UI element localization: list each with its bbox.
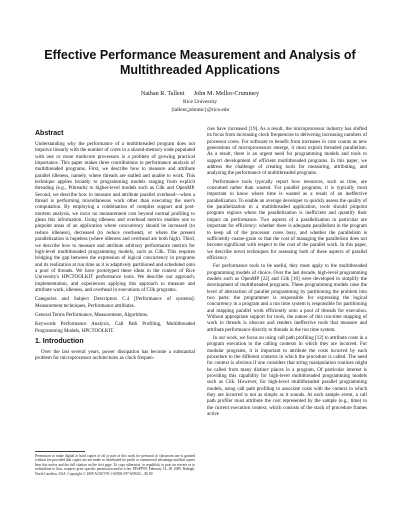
title-line-2: Multithreaded Applications xyxy=(120,63,280,77)
right-column xyxy=(207,126,367,419)
abstract-text: Understanding why the performance of a multithreaded program does not improve linearly with the number of cores in a shared-memory node populated with one or more multicore processors is a problem of growing practical importance. This paper makes three contributions to performance analysis of multithreaded programs. First, we describe how to measure and attribute parallel idleness, namely, where threads are stalled and unable to work. This technique applies broadly to programming models ranging from explicit threading (e.g., Pthreads) to higher-level models such as Cilk and OpenMP. Second, we describe how to measure and attribute parallel overhead—when a thread is performing miscellaneous work other than executing the user's computation. By employing a combination of compiler support and post-mortem analysis, we incur no measurement cost beyond normal profiling to glean this information. Using idleness and overhead metrics enables one to pinpoint areas of an application where concurrency should be increased (to reduce idleness), decreased (to reduce overhead), or where the present parallelization is hopeless (where idleness and overhead are both high). Third, we describe how to measure and attribute arbitrary performance metrics for high-level multithreaded programming models, such as Cilk. This requires bridging the gap between the expression of logical concurrency in programs and its realization at run time as it is adaptively partitioned and scheduled onto a pool of threads. We have prototyped these ideas in the context of Rice University's HPCTOOLKIT performance tools. We describe our approach, implementation, and experiences applying this approach to measure and attribute work, idleness, and overhead in executions of Cilk programs. xyxy=(35,141,195,293)
right-paragraph-1: cies have increased [19]. As a result, the microprocessor industry has shifted its focus from increasing clock frequencies to delivering increasing numbers of processor cores. For software to benefit from increases in core counts as new generations of microprocessors emerge, it must exploit threaded parallelism. As a result, there is an urgent need for programming models and tools to support development of efficient multithreaded programs. In this paper, we address the challenge of creating tools for measuring, attributing, and analyzing the performance of multithreaded programs. xyxy=(207,126,367,177)
abstract-heading: Abstract xyxy=(35,130,64,137)
copyright-footnote: Permission to make digital or hard copies of all or part of this work for personal or classroom use is granted without fee provided that copies are not made or distributed for profit or commercial advantage and that copies bear this notice and the full citation on the first page. To copy otherwise, to republish, to post on servers or to redistribute to lists, requires prior specific permission and/or a fee. PPoPP'09, February 14–18, 2009, Raleigh, North Carolina, USA. Copyright © 2009 ACM 978-1-60558-397-6/09/02... $5.00 xyxy=(35,454,195,476)
right-paragraph-2: Performance tools typically report how resources, such as time, are consumed rather than wasted. For parallel programs, it is typically most important to know where time is wasted as a result of an ineffective parallelization. To enable an average developer to quickly assess the quality of the parallelization in a multithreaded application, tools should pinpoint program regions where the parallelization is inefficient and quantify their impact on performance. Two aspects of a parallelization in particular are important for efficiency: whether there is adequate parallelism in the program to keep all of the processor cores busy, and whether the parallelism is sufficiently coarse-grain so that the cost of managing the parallelism does not become significant with respect to the cost of the parallel work. In this paper, we describe novel techniques for assessing both of these aspects of parallel efficiency. xyxy=(207,178,367,261)
right-paragraph-3: For performance tools to be useful, they must apply to the multithreaded programming models of choice. Over the last decade, high-level programming models such as OpenMP [22] and Cilk [10] were developed to simplify the development of multithreaded programs. These programming models raise the level of abstraction of parallel programming by partitioning the problem into two parts: the programmer is responsible for expressing the logical concurrency in a program and a run time system is responsible for partitioning and mapping parallel work efficiently onto a pool of threads for execution. Without appropriate support for tools, the nature of this run-time mapping of work to threads is obscure and renders ineffective tools that measure and attribute performance directly to threads in the run time system. xyxy=(207,263,367,333)
authors: Nathan R. Tallent John M. Mellor-Crummey xyxy=(140,90,260,97)
categories: Categories and Subject Descriptors C.4 [Performance of systems]: Measurement techniques, Performance attributes. xyxy=(35,296,195,309)
affiliation: Rice University xyxy=(183,99,217,105)
right-paragraph-4: In our work, we focus on using call path profiling [12] to attribute costs in a program execution to the calling contexts in which they are incurred. For modular programs, it is important to attribute the costs incurred by each procedure to the different contexts in which the procedure is called. The need for context is obvious if one considers that string manipulation routines might be called from many distinct places in a program. Of particular interest is providing this capability for high-level multithreaded programming models such as Cilk. However, for high-level multithreaded parallel programming models, using call path profiling to associate costs with the context in which they are incurred is not as simple as it sounds. At each sample event, a call path profiler must attribute the cost represented by the sample (e.g., time) to the current execution context, which consists of the stack of procedure frames active xyxy=(207,335,367,418)
keywords: Keywords Performance Analysis, Call Path Profiling, Multithreaded Programming Models, HPCTOOLKIT. xyxy=(35,321,195,334)
paper-title xyxy=(0,48,400,78)
email: {tallent,johnmc}@rice.edu xyxy=(170,107,230,113)
intro-paragraph: Over the last several years, power dissipation has become a substantial problem for microprocessor architectures as clock frequen- xyxy=(35,348,195,362)
intro-heading: 1. Introduction xyxy=(35,337,84,345)
general-terms: General Terms Performance, Measurement, Algorithms. xyxy=(35,311,149,318)
author-block xyxy=(0,90,400,114)
left-column xyxy=(35,126,195,364)
title-line-1: Effective Performance Measurement and Analysis of xyxy=(44,48,356,62)
footnote-rule xyxy=(35,451,85,452)
